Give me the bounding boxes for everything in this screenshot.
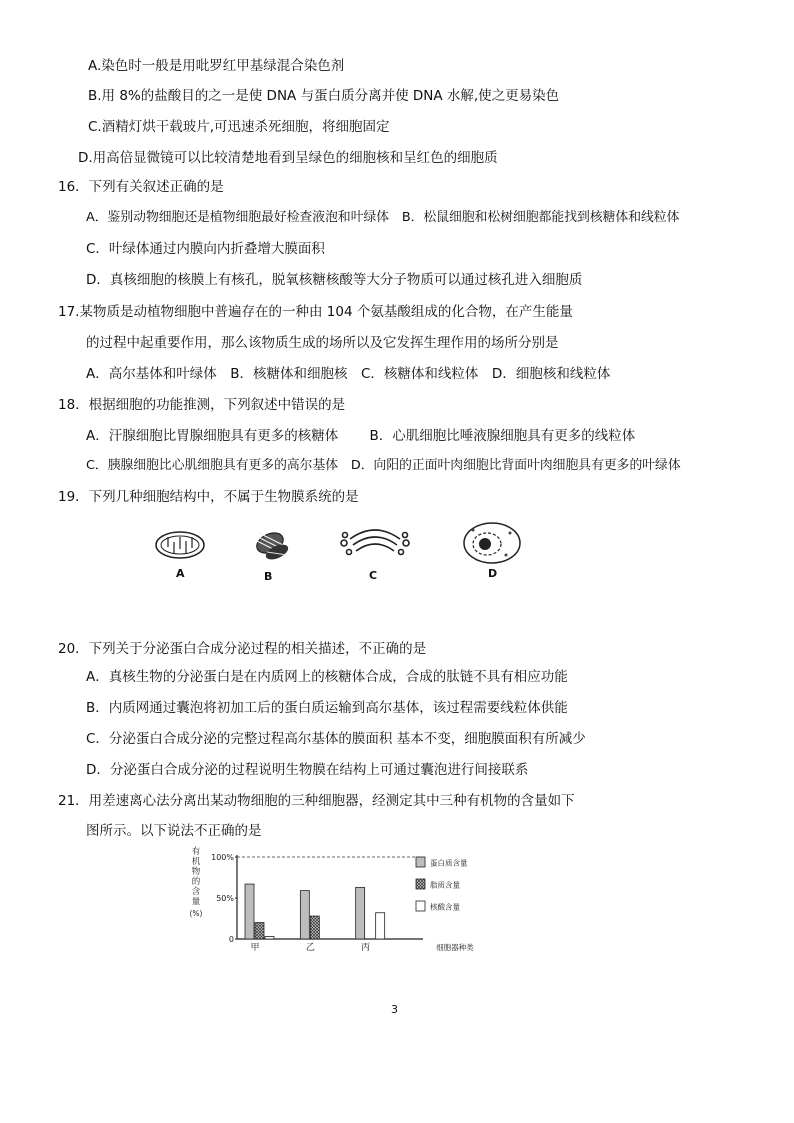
svg-text:含: 含 [191,887,201,897]
q19-label-d: D [488,567,498,580]
q20-stem: 20．下列关于分泌蛋白合成分泌过程的相关描述，不正确的是 [58,641,427,657]
bar-1-1 [245,884,254,939]
svg-text:机: 机 [191,857,201,867]
golgi-icon [341,530,409,555]
q20-option-b: B．内质网通过囊泡将初加工后的蛋白质运输到高尔基体，该过程需要线粒体供能 [86,700,568,716]
chart-y-axis-label [190,846,203,918]
q18-options-ab: A．汗腺细胞比胃腺细胞具有更多的核糖体 B．心肌细胞比唾液腺细胞具有更多的线粒体 [86,428,636,444]
chart-y-tick-label: 100% [211,853,234,862]
svg-text:物: 物 [191,867,201,877]
q17-stem-line2: 的过程中起重要作用，那么该物质生成的场所以及它发挥生理作用的场所分别是 [86,335,559,351]
legend-swatch [416,879,425,889]
bar-2-1 [255,923,264,939]
bar-3-3 [376,913,385,939]
q18-options-cd: C．胰腺细胞比心肌细胞具有更多的高尔基体 D．向阳的正面叶肉细胞比背面叶肉细胞具有更多的叶绿体 [86,458,681,473]
q16-options-ab: A．鉴别动物细胞还是植物细胞最好检查液泡和叶绿体 B．松鼠细胞和松树细胞都能找到核糖体和线粒体 [86,210,680,225]
chart-y-tick-label: 0 [228,935,234,944]
q21-bar-chart [185,845,495,955]
svg-text:(%): (%) [189,909,203,918]
q15-option-c: C.酒精灯烘干载玻片,可迅速杀死细胞，将细胞固定 [88,119,390,135]
q20-option-d: D．分泌蛋白合成分泌的过程说明生物膜在结构上可通过囊泡进行间接联系 [86,762,529,778]
svg-text:量: 量 [191,897,201,907]
q20-option-c: C．分泌蛋白合成分泌的完整过程高尔基体的膜面积 基本不变，细胞膜面积有所减少 [86,731,586,747]
legend-swatch [416,857,425,867]
svg-text:有: 有 [191,847,201,857]
legend-swatch [416,901,425,911]
q16-stem: 16．下列有关叙述正确的是 [58,179,224,195]
chart-x-axis-label: 细胞器种类 [436,943,474,952]
q19-label-c: C [369,569,378,582]
bar-1-3 [356,887,365,939]
cell-nucleus-icon [464,523,520,563]
chloroplast-icon [254,529,291,563]
q19-stem: 19．下列几种细胞结构中，不属于生物膜系统的是 [58,489,359,505]
q18-stem: 18．根据细胞的功能推测，下列叙述中错误的是 [58,397,346,413]
svg-text:的: 的 [191,877,201,887]
q16-option-d: D．真核细胞的核膜上有核孔，脱氧核糖核酸等大分子物质可以通过核孔进入细胞质 [86,272,583,288]
q21-stem-line2: 图所示。以下说法不正确的是 [86,823,262,839]
legend-label: 蛋白质含量 [430,858,468,868]
chart-x-tick-label: 丙 [361,943,371,953]
q17-stem-line1: 17.某物质是动植物细胞中普遍存在的一种由 104 个氨基酸组成的化合物，在产生能量 [58,304,573,320]
q15-option-d: D.用高倍显微镜可以比较清楚地看到呈绿色的细胞核和呈红色的细胞质 [78,150,498,166]
q20-option-a: A．真核生物的分泌蛋白是在内质网上的核糖体合成，合成的肽链不具有相应功能 [86,669,568,685]
page-number: 3 [391,1003,398,1016]
chart-x-tick-label: 乙 [305,943,315,953]
q15-option-b: B.用 8%的盐酸目的之一是使 DNA 与蛋白质分离并使 DNA 水解,使之更易染色 [88,88,560,104]
q19-organelle-figure [140,515,540,590]
q19-label-b: B [264,570,273,583]
bar-3-1 [265,937,274,939]
legend-label: 脂质含量 [430,880,460,890]
q21-stem-line1: 21．用差速离心法分离出某动物细胞的三种细胞器，经测定其中三种有机物的含量如下 [58,793,575,809]
mitochondrion-icon [156,532,204,558]
bar-2-2 [310,916,319,939]
chart-x-tick-label: 甲 [250,943,260,953]
bar-1-2 [300,891,309,939]
q19-label-a: A [176,567,185,580]
q15-option-a: A.染色时一般是用吡罗红甲基绿混合染色剂 [88,58,345,74]
chart-y-tick-label: 50% [216,894,234,903]
q17-options: A．高尔基体和叶绿体 B．核糖体和细胞核 C．核糖体和线粒体 D．细胞核和线粒体 [86,366,611,382]
legend-label: 核酸含量 [430,902,460,912]
q16-option-c: C．叶绿体通过内膜向内折叠增大膜面积 [86,241,325,257]
